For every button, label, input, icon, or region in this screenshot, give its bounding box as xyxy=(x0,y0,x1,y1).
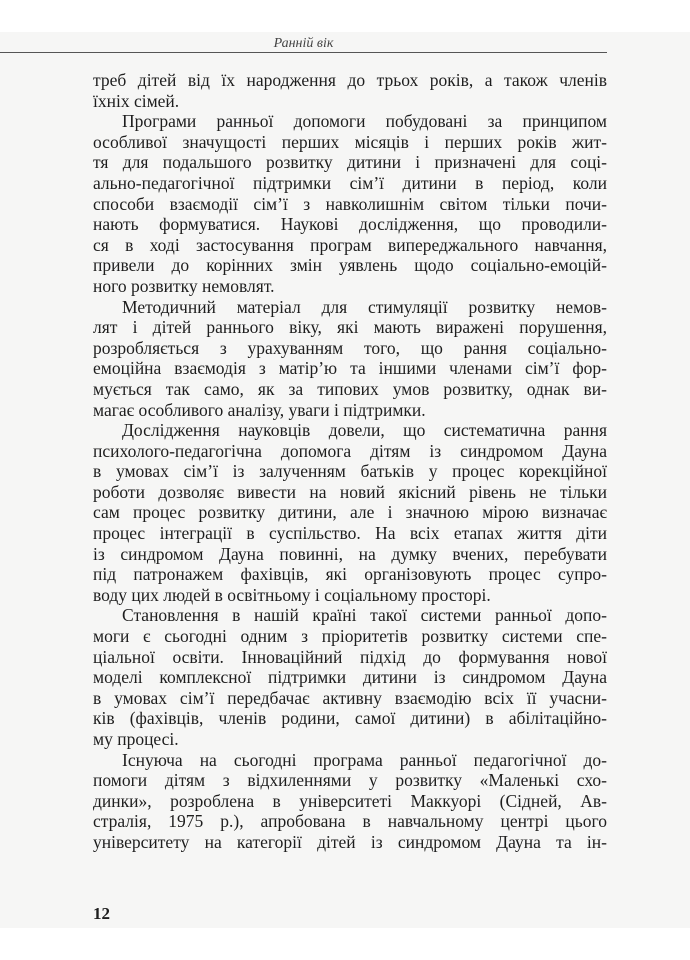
text-line: треб дітей від їх народження до трьох років, а також членів xyxy=(93,70,607,90)
text-line: психолого-педагогічна допомога дітям із синдромом Дауна xyxy=(93,440,607,461)
page-number: 12 xyxy=(93,904,110,923)
paragraph xyxy=(93,70,607,111)
text-line: помоги дітям з відхиленнями у розвитку «Маленькі схо- xyxy=(93,770,607,791)
text-line: му процесі. xyxy=(93,729,179,749)
running-head: Ранній вік xyxy=(273,36,334,51)
text-line: лят і дітей раннього віку, які мають виражені порушення, xyxy=(93,317,607,338)
text-line: способи взаємодії сім’ї з навколишнім світом тільки почи- xyxy=(93,193,607,214)
body-text xyxy=(93,70,607,853)
text-line: динки», розроблена в університеті Маккуорі (Сідней, Ав- xyxy=(93,790,607,811)
text-line: Дослідження науковців довели, що систематична рання xyxy=(122,420,607,441)
paragraph xyxy=(93,750,607,853)
text-line: воду цих людей в освітньому і соціальному просторі. xyxy=(93,584,491,605)
text-line: університету на категорії дітей із синдромом Дауна та ін- xyxy=(93,831,607,852)
text-line: магає особливого аналізу, уваги і підтримки. xyxy=(93,399,426,420)
text-line: під патронажем фахівців, які організовують процес супро- xyxy=(93,564,607,585)
text-line: їхніх сімей. xyxy=(93,90,180,111)
text-line: в умовах сім’ї із залученням батьків у процес корекційної xyxy=(93,461,607,482)
text-line: сам процес розвитку дитини, але і значною мірою визначає xyxy=(93,502,607,523)
text-line: ків (фахівців, членів родини, самої дитини) в абілітаційно- xyxy=(93,708,607,729)
text-line: нають формуватися. Наукові дослідження, що проводили- xyxy=(93,214,607,235)
text-line: Методичний матеріал для стимуляції розвитку немов- xyxy=(122,296,607,317)
text-line: Програми ранньої допомоги побудовані за принципом xyxy=(122,111,607,132)
text-line: роботи дозволяє вивести на новий якісний рівень не тільки xyxy=(93,481,607,502)
paragraph xyxy=(93,420,607,605)
paragraph xyxy=(93,605,607,749)
header-rule xyxy=(0,52,607,53)
text-line: особливої значущості перших місяців і перших років жит- xyxy=(93,131,607,152)
text-line: в умовах сім’ї передбачає активну взаємодію всіх її учасни- xyxy=(93,687,607,708)
book-page xyxy=(0,32,690,928)
text-line: тя для подальшого розвитку дитини і призначені для соці- xyxy=(93,152,607,173)
text-line: моделі комплексної підтримки дитини із синдромом Дауна xyxy=(93,667,607,688)
text-line: Існуюча на сьогодні програма ранньої педагогічної до- xyxy=(122,749,607,770)
text-line: ного розвитку немовлят. xyxy=(93,275,275,296)
text-line: ально-педагогічної підтримки сім’ї дитини в період, коли xyxy=(93,172,607,193)
paragraph xyxy=(93,297,607,421)
text-line: мується так само, як за типових умов розвитку, однак ви- xyxy=(93,378,607,399)
text-line: моги є сьогодні одним з пріоритетів розвитку системи спе- xyxy=(93,626,607,647)
text-line: розробляється з урахуванням того, що рання соціально- xyxy=(93,337,607,358)
text-line: процес інтеграції в суспільство. На всіх етапах життя діти xyxy=(93,523,607,544)
text-line: із синдромом Дауна повинні, на думку вчених, перебувати xyxy=(93,543,607,564)
paragraph xyxy=(93,111,607,296)
text-line: ся в ході застосування програм випереджального навчання, xyxy=(93,234,607,255)
text-line: привели до корінних змін уявлень щодо соціально-емоцій- xyxy=(93,255,607,276)
text-line: емоційна взаємодія з матір’ю та іншими членами сім’ї фор- xyxy=(93,358,607,379)
text-line: стралія, 1975 р.), апробована в навчальному центрі цього xyxy=(93,811,607,832)
text-line: Становлення в нашій країні такої системи ранньої допо- xyxy=(122,605,607,626)
text-line: ціальної освіти. Інноваційний підхід до формування нової xyxy=(93,646,607,667)
